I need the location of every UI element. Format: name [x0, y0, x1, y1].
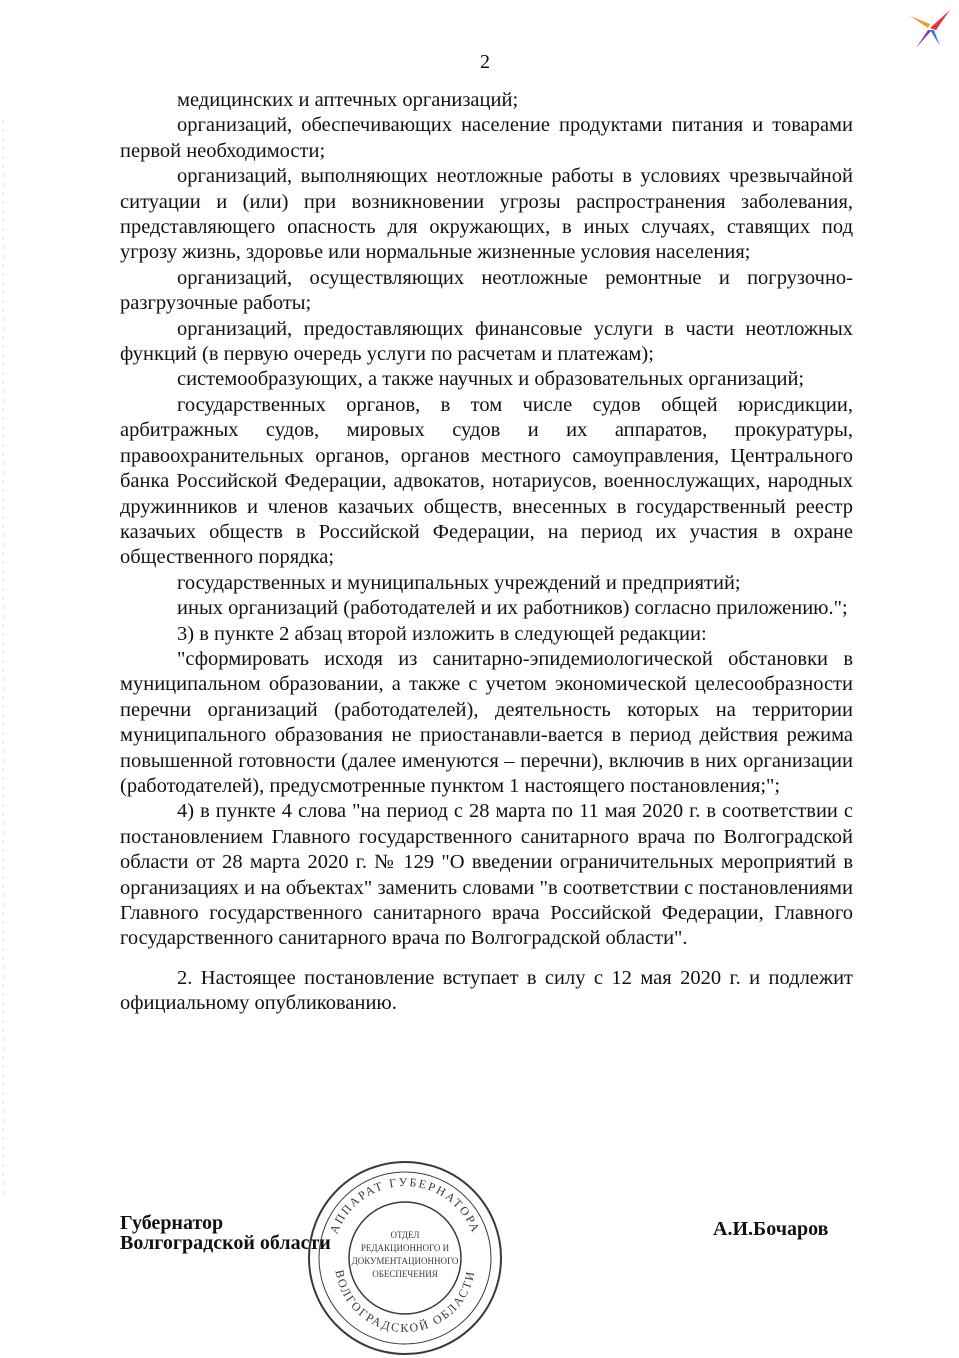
seal-inner-line: ОБЕСПЕЧЕНИЯ — [372, 1269, 438, 1279]
page-number: 2 — [480, 51, 490, 73]
signatory-title-line: Волгоградской области — [120, 1232, 331, 1254]
official-seal-stamp — [305, 1158, 505, 1358]
paragraph: медицинских и аптечных организаций; — [177, 89, 519, 111]
seal-inner-line: ОТДЕЛ — [390, 1230, 420, 1240]
seal-arc-bottom: ВОЛГОГРАДСКОЙ ОБЛАСТИ — [332, 1268, 478, 1336]
seal-arc-top: АППАРАТ ГУБЕРНАТОРА — [326, 1174, 484, 1236]
paragraph: "сформировать исходя из санитарно-эпидемиологической обстановки в муниципальном образовании, а также с учетом экономической целесообразности перечни организаций (работодателей), деятельность которых на территории муниципального образования не приостанавли-вается в период действия режима повышенной готовности (далее именуются – перечни), включив в них организации (работодателей), предусмотренные пунктом 1 настоящего постановления;"; — [120, 647, 853, 797]
paragraph: организаций, предоставляющих финансовые услуги в части неотложных функций (в первую очередь услуги по расчетам и платежам); — [120, 317, 853, 366]
seal-inner-line: РЕДАКЦИОННОГО И — [360, 1243, 450, 1253]
document-body — [120, 88, 853, 1017]
signatory-title — [120, 1213, 331, 1253]
newspaper-logo-icon — [906, 6, 952, 52]
paragraph: иных организаций (работодателей и их работников) согласно приложению."; — [177, 597, 848, 620]
paragraph: организаций, выполняющих неотложные работы в условиях чрезвычайной ситуации и (или) при возникновении угрозы распространения заболевания, представляющего опасность для окружающих, в иных случаях, ставящих под угрозу жизнь, здоровье или нормальные жизненные условия населения; — [120, 165, 853, 264]
svg-text:АППАРАТ ГУБЕРНАТОРА — [327, 1175, 484, 1236]
signatory-name: А.И.Бочаров — [713, 1218, 829, 1240]
paragraph: государственных и муниципальных учреждений и предприятий; — [177, 571, 741, 594]
paragraph: организаций, осуществляющих неотложные ремонтные и погрузочно-разгрузочные работы; — [120, 266, 853, 315]
paragraph: системообразующих, а также научных и образовательных организаций; — [177, 368, 805, 391]
paragraph: 2. Настоящее постановление вступает в силу с 12 мая 2020 г. и подлежит официальному опубликованию. — [120, 966, 853, 1015]
paragraph: государственных органов, в том числе судов общей юрисдикции, арбитражных судов, мировых судов и их аппаратов, прокуратуры, правоохранительных органов, органов местного самоуправления, Центрального банка Российской Федерации, адвокатов, нотариусов, военнослужащих, народных дружинников и членов казачьих обществ, внесенных в государственный реестр казачьих обществ в Российской Федерации, на период их участия в охране общественного порядка; — [120, 393, 853, 569]
paragraph: 4) в пункте 4 слова "на период с 28 марта по 11 мая 2020 г. в соответствии с постановлением Главного государственного санитарного врача по Волгоградской области от 28 марта 2020 г. № 129 "О введении ограничительных мероприятий в организациях и на объектах" заменить словами "в соответствии с постановлениями Главного государственного санитарного врача Российской Федерации, Главного государственного санитарного врача по Волгоградской области". — [120, 800, 853, 950]
signatory-title-line: Губернатор — [120, 1212, 224, 1234]
scan-margin-artifact — [2, 120, 4, 1200]
paragraph: организаций, обеспечивающих население продуктами питания и товарами первой необходимости; — [120, 114, 853, 162]
seal-inner-line: ДОКУМЕНТАЦИОННОГО — [351, 1256, 459, 1266]
paragraph: 3) в пункте 2 абзац второй изложить в следующей редакции: — [177, 622, 707, 645]
